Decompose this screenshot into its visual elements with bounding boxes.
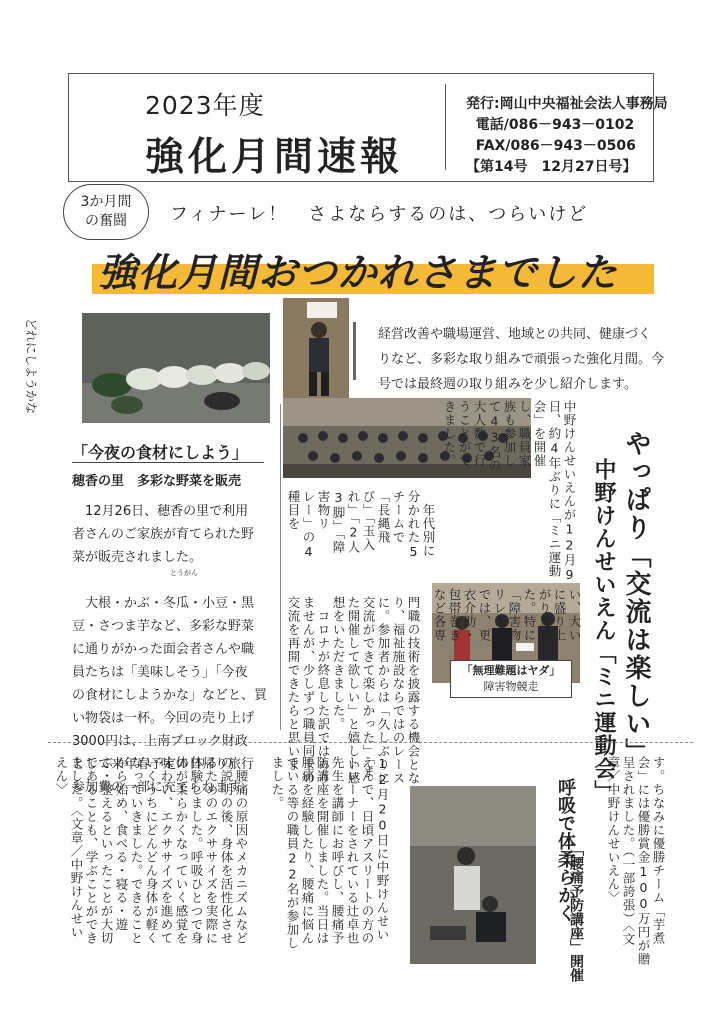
article3-body-b: 腰痛の原因やメカニズムなど の説明の後、身体を活性化させ るためのエクササイズを実際に 体験しました。呼吸ひとつで身 体が柔らかくなっていく感覚を 味わい、エクササイズを進めて いくうちにどんどん身体が軽く なっていきました。できること から始め、食べる・寝る・遊 ぶ・整えるといったことが大切 であることも、学ぶことができ ました。〈文章／中野けんせい えん〉 [54,756,249,945]
article2-body-2: 年代別に 分かれた5 チームで 「長縄飛 び」「玉入 れ」「2人 3脚」「障 害物リ レー」の4 種目を [286,490,436,560]
issue: 【第14号 12月27日号】 [466,159,637,175]
badge-bubble: 3か月間 の奮闘 [63,184,149,240]
article1-headline: 「今夜の食材にしよう」 [72,443,249,462]
article2-body-4: い、大い に盛り上 がりまし た。特に 「障害物 リレー」 では、更 衣介助・ 包帯巻き など各専 [432,588,582,642]
masthead-year: 2023年度 [145,91,265,120]
article3-subhead: 「腰痛予防講座」開催 [568,842,584,982]
row-rule [48,742,693,743]
column-rule [280,404,281,730]
article2-headline: やっぱり「交流は楽しい」 [621,430,651,766]
article2-body-3: 門職の技術を披露する機会とな り、福祉施設ならではのレース に。参加者からは「久しぶりに 交流ができて楽しかった」「ま た開催して欲しい」と嬉しい感 想をいただきました。 コロナが終息した訳ではあり ませんが、少しずつ職員同士の 交流を再開できたらと思いま [286,596,421,785]
article1-body: 12月26日、穂香の里で利用 者さんのご家族が育てられた野 菜が販売されました。 大根・かぶ・冬瓜・小豆・黒 豆・さつま芋など、多彩な野菜 に通りがかった面会者さんや職 員たちは「美味しそう」「今夜 の食材にしようかな」などと、買 い物袋は一杯。今回の売り上げ 3000円は、上南ブロック財政 として来年春予定の日帰り旅行 参加費の一部に充てられます。 [72,504,268,795]
vegetables-image [82,313,270,423]
caption-box-obstacle [450,660,572,698]
masthead-publisher [466,94,668,178]
subheadline: フィナーレ！ さよならするのは、つらいけど [170,204,589,225]
tel: 電話/086－943－0102 [475,117,635,133]
article2-body-1: 中野けんせいえんが12月9 日、約4年ぶりに「ミニ運動 会」を開催 し、職員家 族も参加し て43名の 大人数で行 うことがで きました。 [442,400,577,583]
caption-vegetables: どれにしようかな [24,318,38,415]
masthead-divider [445,84,446,170]
lede-text: 経営改善や職場運営、地域との共同、健康づく りなど、多彩な取り組みで頑張った強化月間。今 号では最終週の取り組みを少し紹介します。 [378,327,665,392]
photo-lecture [410,786,536,964]
article1-rule [72,462,264,463]
article2-closing: す。ちなみに優勝チーム「芋煮 会」には優勝賞金100万円が贈 呈されました。（一部誇張）〈文 章／中野けんせいえん〉 [606,756,666,966]
masthead-title: 強化月間速報 [145,135,404,180]
lecture-image [410,786,536,964]
caption-obstacle-title: 「無理難題はヤダ」 [461,664,561,677]
photo-sign [283,298,349,398]
caption-obstacle-sub: 障害物競走 [483,680,539,693]
ruby-tougan: とうがん [170,569,198,577]
sign-holder-image [283,298,349,398]
lede-rule [353,322,356,380]
headline: 強化月間おつかれさまでした [98,251,618,296]
article3-headline: 呼吸で体柔らかく [555,778,576,922]
fax: FAX/086－943－0506 [475,138,636,154]
article3-body-a: 12月20日に中野けんせい えんで、日頃アスリートの方の トレーナーをされている辻卓也 先生を講師にお呼びし、腰痛予 防講座を開催しました。当日は 腰痛を経験したり、腰痛に悩ん でいる等の職員22名が参加し ました。 [270,756,390,950]
article2-subhead: 中野けんせいえん「ミニ運動会」 [591,458,616,803]
article1-subhead: 穂香の里 多彩な野菜を販売 [72,474,242,489]
photo-vegetables [82,313,270,423]
publisher: 発行:岡山中央福祉会法人事務局 [466,96,668,112]
